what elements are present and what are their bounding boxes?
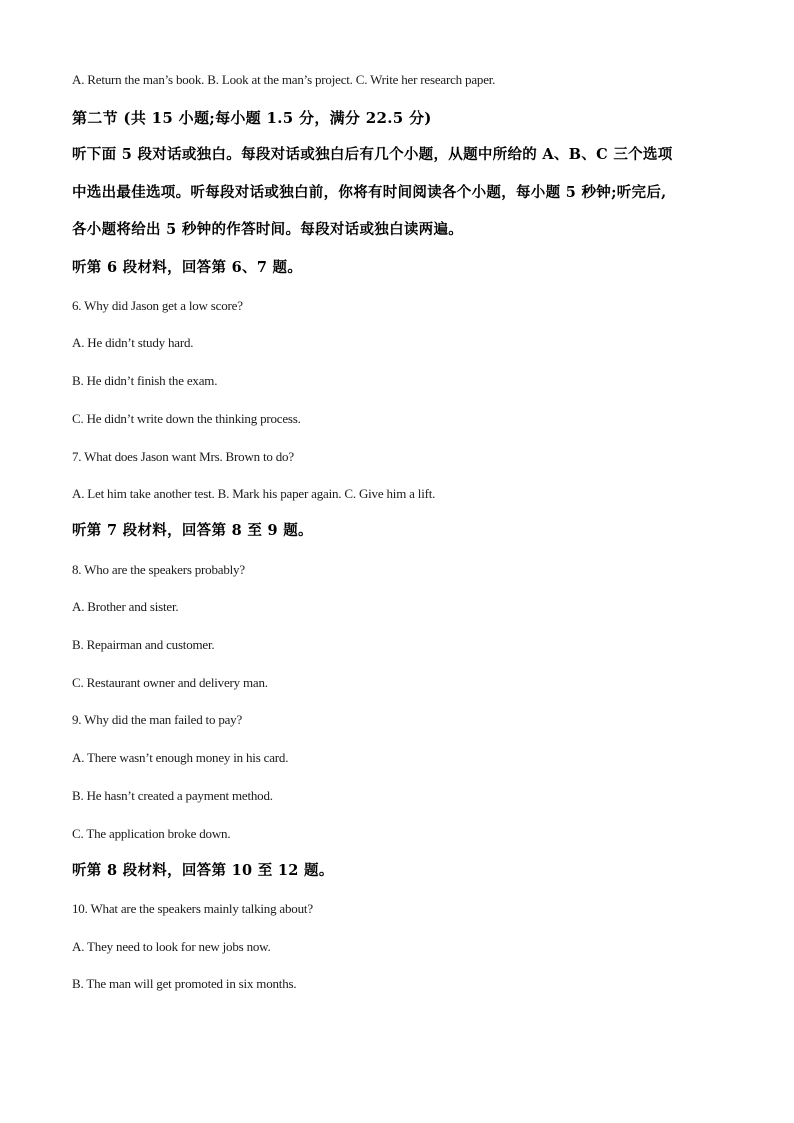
q8-option-c: C. Restaurant owner and delivery man.	[72, 675, 268, 690]
q10-option-a: A. They need to look for new jobs now.	[72, 939, 271, 954]
q7-options: A. Let him take another test. B. Mark his paper again. C. Give him a lift.	[72, 486, 436, 501]
q5-options: A. Return the man’s book. B. Look at the man’s project. C. Write her research paper.	[72, 72, 496, 87]
section-2-heading: 第二节 (共 15 小题;每小题 1.5 分，满分 22.5 分)	[72, 109, 432, 127]
q8-option-a: A. Brother and sister.	[72, 599, 179, 614]
q6-option-c: C. He didn’t write down the thinking process.	[72, 411, 301, 426]
q9-option-c: C. The application broke down.	[72, 826, 231, 841]
q7-question: 7. What does Jason want Mrs. Brown to do?	[72, 449, 294, 464]
q6-option-b: B. He didn’t finish the exam.	[72, 373, 218, 388]
material-8-heading: 听第 8 段材料，回答第 10 至 12 题。	[72, 862, 334, 879]
q9-question: 9. Why did the man failed to pay?	[72, 712, 243, 727]
q9-option-a: A. There wasn’t enough money in his card.	[72, 750, 289, 765]
q6-question: 6. Why did Jason get a low score?	[72, 298, 243, 313]
instructions-line-3: 各小题将给出 5 秒钟的作答时间。每段对话或独白读两遍。	[72, 221, 464, 238]
q10-question: 10. What are the speakers mainly talking about?	[72, 901, 313, 916]
material-6-heading: 听第 6 段材料，回答第 6、7 题。	[72, 259, 303, 276]
q6-option-a: A. He didn’t study hard.	[72, 335, 194, 350]
instructions-line-1: 听下面 5 段对话或独白。每段对话或独白后有几个小题，从题中所给的 A、B、C 三个选项	[72, 146, 673, 163]
instructions-line-2: 中选出最佳选项。听每段对话或独白前，你将有时间阅读各个小题，每小题 5 秒钟;听完后,	[72, 184, 667, 201]
material-7-heading: 听第 7 段材料，回答第 8 至 9 题。	[72, 522, 313, 539]
q10-option-b: B. The man will get promoted in six months.	[72, 976, 297, 991]
q8-option-b: B. Repairman and customer.	[72, 637, 215, 652]
q9-option-b: B. He hasn’t created a payment method.	[72, 788, 273, 803]
q8-question: 8. Who are the speakers probably?	[72, 562, 245, 577]
